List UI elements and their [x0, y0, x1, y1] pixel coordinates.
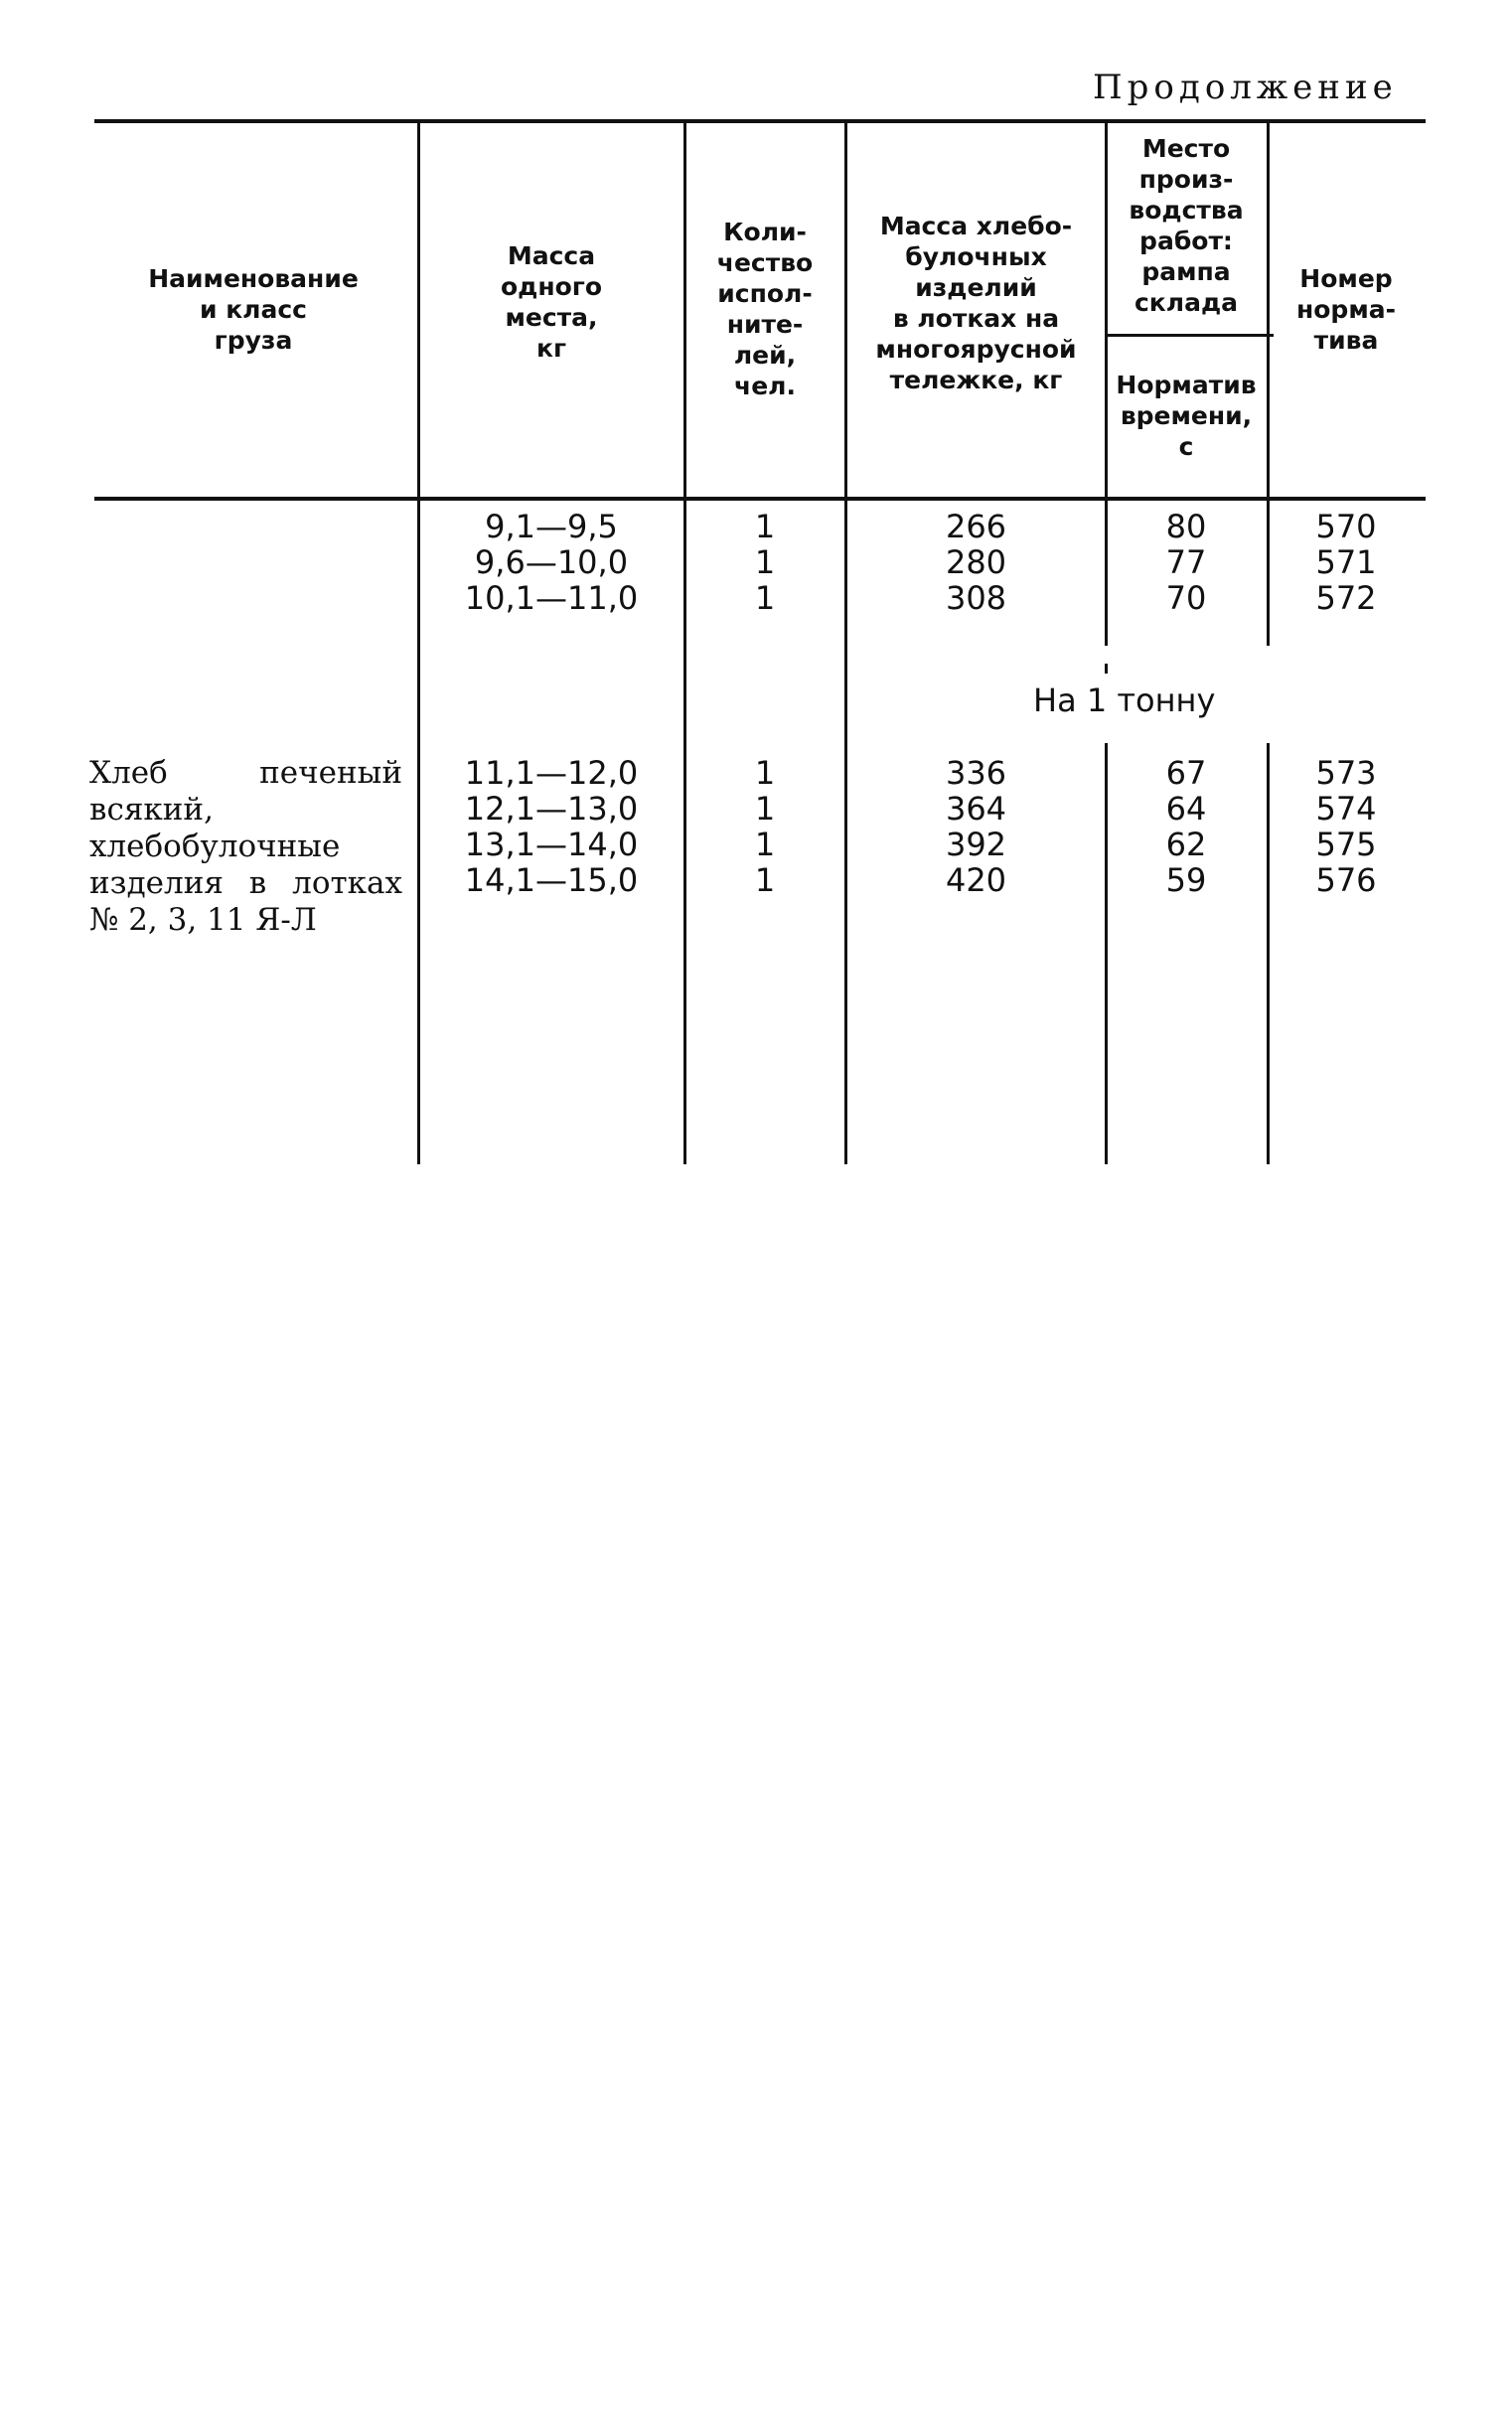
table-cell: 1 [754, 754, 776, 792]
table-cell: 364 [945, 790, 1007, 828]
table-cell: 1 [754, 861, 776, 899]
table-cell: 9,1—9,5 [485, 508, 618, 545]
header-workers-count: Коли- чество испол- ните- лей, чел. [716, 218, 814, 400]
column-time-norm [1109, 509, 1264, 616]
table-cell: 80 [1165, 508, 1207, 545]
subheader-rule [1105, 334, 1274, 337]
column-norm-number [1272, 755, 1421, 898]
table-cell: 336 [945, 754, 1007, 792]
header-mass-products: Масса хлебо- булочных изделий в лотках на многоярусной тележке, кг [875, 212, 1077, 394]
table-cell: 12,1—13,0 [464, 790, 639, 828]
table-cell: 573 [1315, 754, 1377, 792]
column-time-norm [1109, 755, 1264, 898]
column-divider [1105, 119, 1108, 646]
table-cell: 1 [754, 826, 776, 863]
table-cell: 280 [945, 543, 1007, 581]
table-cell: 576 [1315, 861, 1377, 899]
table-cell: 59 [1165, 861, 1207, 899]
table-cell: 64 [1165, 790, 1207, 828]
column-divider [1267, 119, 1270, 646]
column-workers [687, 509, 842, 616]
column-norm-number [1272, 509, 1421, 616]
column-divider [1105, 743, 1108, 1164]
table-cell: 14,1—15,0 [464, 861, 639, 899]
column-divider [1105, 664, 1108, 674]
table-cell: 1 [754, 508, 776, 545]
table-cell: 62 [1165, 826, 1207, 863]
group-label-per-ton: На 1 тонну [1033, 681, 1216, 719]
column-mass-products [849, 755, 1103, 898]
table-cell: 570 [1315, 508, 1377, 545]
table-cell: 571 [1315, 543, 1377, 581]
cargo-name: Хлеб печеный всякий, хлебобулочные изделия в лотках № 2, 3, 11 Я-Л [89, 755, 402, 938]
table-cell: 308 [945, 579, 1007, 617]
header-time-norm: Норматив времени, с [1116, 371, 1257, 461]
table-cell: 266 [945, 508, 1007, 545]
column-mass-one-place [422, 509, 680, 616]
column-mass-one-place [422, 755, 680, 898]
header-norm-number: Номер норма- тива [1295, 264, 1397, 355]
column-divider [844, 119, 847, 1164]
column-workers [687, 755, 842, 898]
header-cargo-name: Наименование и класс груза [148, 264, 359, 355]
table-cell: 574 [1315, 790, 1377, 828]
table-cell: 420 [945, 861, 1007, 899]
header-work-place: Место произ- водства работ: рампа склада [1129, 134, 1244, 317]
table-cell: 572 [1315, 579, 1377, 617]
continuation-caption: Продолжение [1093, 68, 1398, 107]
column-divider [417, 119, 420, 1164]
table-cell: 392 [945, 826, 1007, 863]
header-bottom-rule [94, 497, 1426, 501]
table-cell: 11,1—12,0 [464, 754, 639, 792]
table-cell: 67 [1165, 754, 1207, 792]
table-cell: 1 [754, 790, 776, 828]
table-cell: 1 [754, 543, 776, 581]
table-top-rule [94, 119, 1426, 123]
column-mass-products [849, 509, 1103, 616]
column-divider [1267, 743, 1270, 1164]
column-divider [683, 119, 686, 1164]
table-cell: 575 [1315, 826, 1377, 863]
table-cell: 9,6—10,0 [474, 543, 629, 581]
table-cell: 13,1—14,0 [464, 826, 639, 863]
table-cell: 1 [754, 579, 776, 617]
table-cell: 10,1—11,0 [464, 579, 639, 617]
table-cell: 77 [1165, 543, 1207, 581]
table-cell: 70 [1165, 579, 1207, 617]
header-mass-one-place: Масса одного места, кг [500, 241, 603, 363]
